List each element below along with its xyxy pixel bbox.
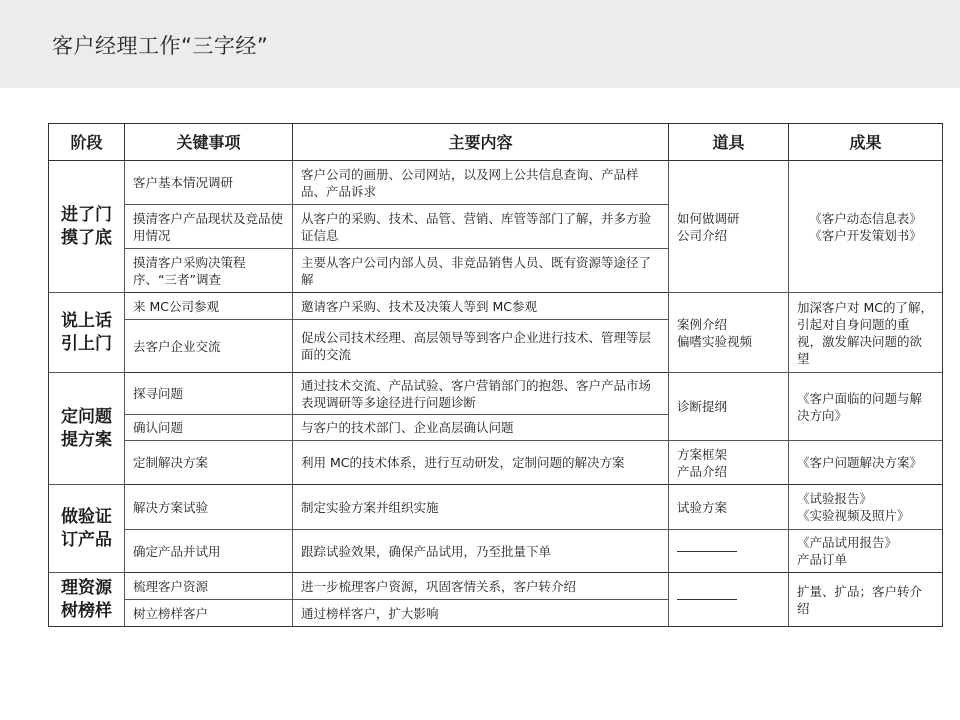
key-item-cell: 去客户企业交流 — [125, 320, 293, 373]
tool-cell: 如何做调研 公司介绍 — [669, 161, 789, 293]
key-item-cell: 摸清客户采购决策程序、“三者”调查 — [125, 249, 293, 293]
content-cell: 进一步梳理客户资源，巩固客情关系，客户转介绍 — [293, 573, 669, 600]
tool-cell: 诊断提纲 — [669, 373, 789, 441]
stage-cell: 定问题 提方案 — [49, 373, 125, 485]
header-key-item: 关键事项 — [125, 124, 293, 161]
header-tools: 道具 — [669, 124, 789, 161]
key-item-cell: 客户基本情况调研 — [125, 161, 293, 205]
key-item-cell: 探寻问题 — [125, 373, 293, 415]
result-cell: 扩量、扩品；客户转介绍 — [789, 573, 943, 627]
key-item-cell: 定制解决方案 — [125, 441, 293, 485]
stage-cell: 做验证 订产品 — [49, 485, 125, 573]
content-cell: 邀请客户采购、技术及决策人等到 MC参观 — [293, 293, 669, 320]
key-item-cell: 梳理客户资源 — [125, 573, 293, 600]
content-cell: 与客户的技术部门、企业高层确认问题 — [293, 415, 669, 441]
stage-cell: 进了门 摸了底 — [49, 161, 125, 293]
work-table — [48, 123, 943, 627]
tool-cell-empty — [669, 573, 789, 627]
header-content: 主要内容 — [293, 124, 669, 161]
content-cell: 客户公司的画册、公司网站，以及网上公共信息查询、产品样品、产品诉求 — [293, 161, 669, 205]
dash-line — [677, 551, 737, 552]
stage-cell: 说上话 引上门 — [49, 293, 125, 373]
content-cell: 促成公司技术经理、高层领导等到客户企业进行技术、管理等层面的交流 — [293, 320, 669, 373]
key-item-cell: 树立榜样客户 — [125, 600, 293, 627]
header-bar — [0, 0, 960, 88]
content-cell: 从客户的采购、技术、品管、营销、库管等部门了解，并多方验证信息 — [293, 205, 669, 249]
result-cell: 《客户面临的问题与解决方向》 — [789, 373, 943, 441]
key-item-cell: 来 MC公司参观 — [125, 293, 293, 320]
result-cell: 《客户动态信息表》 《客户开发策划书》 — [789, 161, 943, 293]
result-cell: 加深客户对 MC的了解，引起对自身问题的重视，激发解决问题的欲望 — [789, 293, 943, 373]
result-cell: 《客户问题解决方案》 — [789, 441, 943, 485]
key-item-cell: 确定产品并试用 — [125, 530, 293, 573]
tool-cell: 方案框架 产品介绍 — [669, 441, 789, 485]
content-cell: 跟踪试验效果，确保产品试用，乃至批量下单 — [293, 530, 669, 573]
content-cell: 通过技术交流、产品试验、客户营销部门的抱怨、客户产品市场表现调研等多途径进行问题诊断 — [293, 373, 669, 415]
header-stage: 阶段 — [49, 124, 125, 161]
key-item-cell: 摸清客户产品现状及竞品使用情况 — [125, 205, 293, 249]
dash-line — [677, 599, 737, 600]
tool-cell: 试验方案 — [669, 485, 789, 530]
result-cell: 《试验报告》 《实验视频及照片》 — [789, 485, 943, 530]
content-cell: 主要从客户公司内部人员、非竞品销售人员、既有资源等途径了解 — [293, 249, 669, 293]
content-cell: 通过榜样客户，扩大影响 — [293, 600, 669, 627]
stage-cell: 理资源 树榜样 — [49, 573, 125, 627]
result-cell: 《产品试用报告》 产品订单 — [789, 530, 943, 573]
tool-cell: 案例介绍 偏嗜实验视频 — [669, 293, 789, 373]
header-results: 成果 — [789, 124, 943, 161]
page-title: 客户经理工作“三字经” — [52, 34, 269, 58]
key-item-cell: 解决方案试验 — [125, 485, 293, 530]
content-cell: 制定实验方案并组织实施 — [293, 485, 669, 530]
tool-cell-empty — [669, 530, 789, 573]
content-cell: 利用 MC的技术体系，进行互动研发，定制问题的解决方案 — [293, 441, 669, 485]
key-item-cell: 确认问题 — [125, 415, 293, 441]
